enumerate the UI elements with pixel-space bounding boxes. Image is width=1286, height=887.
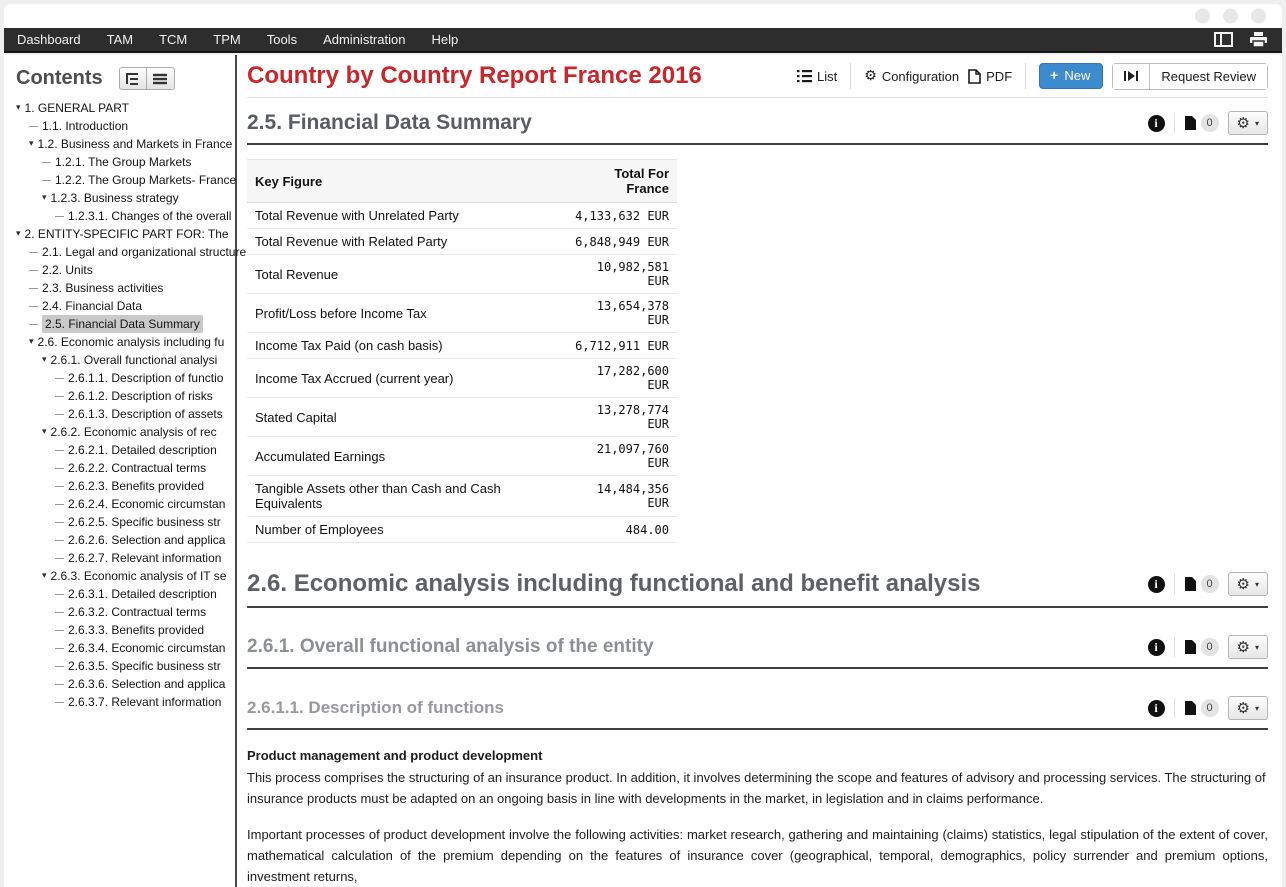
column-header-total-for-france: Total For France — [562, 160, 677, 203]
menu-item-tcm[interactable]: TCM — [159, 32, 188, 47]
table-row — [247, 255, 677, 294]
tree-item-label: 2.6.3.2. Contractual terms — [68, 605, 207, 619]
icon-separator — [1174, 698, 1175, 718]
gear-icon: ⚙ — [1236, 638, 1250, 656]
section-settings-button[interactable] — [1228, 696, 1268, 720]
tree-item-label: 1. GENERAL PART — [24, 101, 130, 115]
tree-item[interactable] — [4, 657, 235, 675]
column-header-key-figure: Key Figure — [247, 160, 562, 203]
tree-item[interactable] — [4, 99, 235, 117]
tree-item-label: 2.6.2. Economic analysis of rec — [50, 425, 217, 439]
plus-icon: + — [1050, 67, 1059, 83]
expand-caret-icon[interactable]: ▾ — [42, 571, 47, 581]
comments-button[interactable] — [1184, 638, 1219, 656]
skip-forward-button[interactable] — [1113, 64, 1149, 89]
tree-item[interactable] — [4, 189, 235, 207]
key-figure-cell: Income Tax Accrued (current year) — [247, 359, 562, 398]
tree-item-label: 2.6.2.4. Economic circumstan — [68, 497, 226, 511]
printer-icon[interactable] — [1249, 32, 1268, 48]
contents-sidebar — [4, 55, 247, 887]
value-cell: 21,097,760 EUR — [562, 437, 677, 476]
toolbar-separator — [850, 63, 851, 89]
tree-item[interactable] — [4, 261, 235, 279]
key-figure-cell: Stated Capital — [247, 398, 562, 437]
window-controls[interactable] — [1195, 9, 1266, 24]
document-icon — [1184, 576, 1197, 592]
tree-item-label: 2.6.2.2. Contractual terms — [68, 461, 207, 475]
chevron-down-icon: ▾ — [1254, 118, 1259, 128]
tree-item-label: 1.2.3.1. Changes of the overall — [68, 209, 232, 223]
tree-item-label: 2.1. Legal and organizational structure — [42, 245, 247, 259]
tree-item[interactable] — [4, 315, 235, 333]
menu-item-tpm[interactable]: TPM — [213, 32, 241, 47]
menubar — [4, 28, 1282, 53]
section-header-2-6-1 — [247, 635, 1268, 669]
tree-item-label: 2.6. Economic analysis including fu — [37, 335, 225, 349]
financial-data-table — [247, 159, 677, 543]
tree-item[interactable] — [4, 603, 235, 621]
section-settings-button[interactable] — [1228, 635, 1268, 659]
gear-icon: ⚙ — [1236, 699, 1250, 717]
value-cell: 6,712,911 EUR — [562, 333, 677, 359]
section-header-2-6-1-1 — [247, 696, 1268, 730]
tree-item[interactable] — [4, 459, 235, 477]
comment-count-badge: 0 — [1201, 638, 1219, 656]
tree-connector — [55, 630, 64, 631]
body-paragraph: Important processes of product development involve the following activities: market research, gathering and maintaining (claims) statistics, legal stipulation of the extent of cover, mathematical calculation of the premium depending on the features of insurance cover (geographical, temporal, demographics, policy surrender and premium options, investment returns, — [247, 827, 1268, 884]
value-cell: 6,848,949 EUR — [562, 229, 677, 255]
contents-tree — [4, 99, 247, 711]
tree-item[interactable] — [4, 369, 235, 387]
tree-item-label: 2.6.1.1. Description of functio — [68, 371, 224, 385]
pdf-button-label: PDF — [986, 68, 1013, 84]
tree-item[interactable] — [4, 567, 235, 585]
tree-item-label: 1.1. Introduction — [42, 119, 129, 133]
comments-button[interactable] — [1184, 575, 1219, 593]
window-titlebar — [4, 4, 1282, 28]
pdf-file-icon — [968, 69, 981, 84]
tree-connector — [55, 648, 64, 649]
tree-connector — [55, 522, 64, 523]
tree-connector — [55, 216, 64, 217]
request-review-button[interactable] — [1149, 64, 1267, 89]
section-header-2-6 — [247, 570, 1268, 608]
table-row — [247, 294, 677, 333]
tree-connector — [55, 378, 64, 379]
tree-item-label: 1.2.2. The Group Markets- France — [55, 173, 237, 187]
tree-item-label: 2.2. Units — [42, 263, 93, 277]
tree-item[interactable] — [4, 513, 235, 531]
menu-item-help[interactable]: Help — [431, 32, 459, 47]
icon-separator — [1174, 113, 1175, 133]
tree-item[interactable] — [4, 441, 235, 459]
key-figure-cell: Income Tax Paid (on cash basis) — [247, 333, 562, 359]
tree-connector — [29, 126, 38, 127]
key-figure-cell: Total Revenue with Related Party — [247, 229, 562, 255]
section-title: 2.6.1.1. Description of functions — [247, 698, 504, 717]
tree-item-label: 2.3. Business activities — [42, 281, 164, 295]
tree-item[interactable] — [4, 207, 235, 225]
value-cell: 10,982,581 EUR — [562, 255, 677, 294]
tree-connector — [55, 594, 64, 595]
document-icon — [1184, 115, 1197, 131]
tree-connector — [29, 252, 38, 253]
table-row — [247, 437, 677, 476]
body-subheading: Product management and product development — [247, 748, 543, 763]
expand-caret-icon[interactable]: ▾ — [42, 355, 47, 365]
tree-item[interactable] — [4, 225, 235, 243]
tree-item-label: 2.6.2.6. Selection and applica — [68, 533, 226, 547]
expand-caret-icon[interactable]: ▾ — [29, 139, 34, 149]
tree-item-label: 2.6.2.3. Benefits provided — [68, 479, 205, 493]
window-control-icon[interactable] — [1251, 9, 1266, 24]
tree-item-label: 2.6.1. Overall functional analysi — [50, 353, 218, 367]
info-icon[interactable]: i — [1148, 639, 1165, 656]
tree-item-label: 1.2.1. The Group Markets — [55, 155, 192, 169]
page-title: Country by Country Report France 2016 — [247, 62, 702, 89]
tree-item[interactable] — [4, 693, 235, 711]
tree-item[interactable] — [4, 477, 235, 495]
table-row — [247, 359, 677, 398]
tree-connector — [42, 180, 51, 181]
tree-item[interactable] — [4, 585, 235, 603]
tree-connector — [55, 450, 64, 451]
tree-connector — [29, 270, 38, 271]
comment-count-badge: 0 — [1201, 114, 1219, 132]
tree-item[interactable] — [4, 117, 235, 135]
value-cell: 17,282,600 EUR — [562, 359, 677, 398]
list-button[interactable] — [797, 69, 837, 84]
key-figure-cell: Total Revenue — [247, 255, 562, 294]
tree-view-icon — [125, 72, 140, 85]
gear-icon: ⚙ — [864, 68, 877, 84]
window-control-icon[interactable] — [1223, 9, 1238, 24]
section-title: 2.5. Financial Data Summary — [247, 111, 532, 134]
chevron-down-icon: ▾ — [1254, 642, 1259, 652]
document-icon — [1184, 639, 1197, 655]
tree-connector — [42, 162, 51, 163]
section-header-2-5 — [247, 111, 1268, 145]
menu-item-tam[interactable]: TAM — [106, 32, 134, 47]
tree-item[interactable] — [4, 549, 235, 567]
section-settings-button[interactable] — [1228, 572, 1268, 596]
section-settings-button[interactable] — [1228, 111, 1268, 135]
expand-caret-icon[interactable]: ▾ — [42, 427, 47, 437]
key-figure-cell: Accumulated Earnings — [247, 437, 562, 476]
tree-item[interactable] — [4, 495, 235, 513]
tree-item-label: 2.6.1.2. Description of risks — [68, 389, 213, 403]
key-figure-cell: Tangible Assets other than Cash and Cash Equivalents — [247, 476, 562, 517]
tree-item[interactable] — [4, 243, 247, 261]
tree-item-label: 2.6.2.5. Specific business str — [68, 515, 221, 529]
menu-item-administration[interactable]: Administration — [323, 32, 406, 47]
expand-caret-icon[interactable]: ▾ — [29, 337, 34, 347]
value-cell: 4,133,632 EUR — [562, 203, 677, 229]
gear-icon: ⚙ — [1236, 575, 1250, 593]
tree-item-label: 1.2.3. Business strategy — [50, 191, 179, 205]
tree-item[interactable] — [4, 297, 235, 315]
section-title: 2.6.1. Overall functional analysis of the entity — [247, 636, 654, 657]
key-figure-cell: Profit/Loss before Income Tax — [247, 294, 562, 333]
toolbar-separator — [1025, 63, 1026, 89]
chevron-down-icon: ▾ — [1254, 579, 1259, 589]
tree-connector — [55, 684, 64, 685]
tree-item-label: 2.6.3.6. Selection and applica — [68, 677, 226, 691]
value-cell: 13,278,774 EUR — [562, 398, 677, 437]
sidebar-title: Contents — [16, 67, 103, 89]
tree-connector — [55, 468, 64, 469]
new-button[interactable] — [1039, 63, 1103, 89]
document-icon — [1184, 700, 1197, 716]
tree-item[interactable] — [4, 351, 235, 369]
tree-item-label: 2.6.3.5. Specific business str — [68, 659, 221, 673]
tree-item-label: 2.6.3.1. Detailed description — [68, 587, 217, 601]
tree-connector — [55, 504, 64, 505]
info-icon[interactable]: i — [1148, 115, 1165, 132]
table-row — [247, 476, 677, 517]
tree-item-label: 2.4. Financial Data — [42, 299, 143, 313]
tree-item[interactable] — [4, 135, 235, 153]
table-row — [247, 203, 677, 229]
section-title: 2.6. Economic analysis including functional and benefit analysis — [247, 570, 981, 597]
skip-forward-icon — [1124, 70, 1138, 82]
document-main — [237, 55, 1282, 887]
comments-button[interactable] — [1184, 114, 1219, 132]
comment-count-badge: 0 — [1201, 575, 1219, 593]
tree-item-label: 2.6.2.7. Relevant information — [68, 551, 222, 565]
tree-item-label: 2.5. Financial Data Summary — [42, 315, 203, 333]
tree-connector — [55, 486, 64, 487]
table-row — [247, 229, 677, 255]
tree-connector — [55, 414, 64, 415]
tree-item[interactable] — [4, 675, 235, 693]
tree-item-label: 1.2. Business and Markets in France — [37, 137, 233, 151]
request-review-label: Request Review — [1161, 68, 1256, 84]
tree-connector — [55, 396, 64, 397]
info-icon[interactable]: i — [1148, 700, 1165, 717]
configuration-button[interactable] — [864, 67, 959, 85]
value-cell: 484.00 — [562, 517, 677, 543]
configuration-button-label: Configuration — [881, 68, 960, 84]
tree-item[interactable] — [4, 279, 235, 297]
icon-separator — [1174, 637, 1175, 657]
flat-list-button[interactable] — [147, 67, 175, 90]
menu-item-dashboard[interactable]: Dashboard — [17, 32, 81, 47]
tree-item[interactable] — [4, 423, 235, 441]
body-paragraph: This process comprises the structuring of an insurance product. In addition, it involves determining the scope and features of advisory and processing services. The structuring of insurance products must be adapted on an ongoing basis in line with developments in the market, in legislation and in claims performance. — [247, 770, 1266, 806]
list-icon — [797, 70, 812, 82]
window-control-icon[interactable] — [1195, 9, 1210, 24]
tree-connector — [55, 540, 64, 541]
tree-connector — [55, 558, 64, 559]
table-row — [247, 517, 677, 543]
tree-connector — [55, 666, 64, 667]
tree-item[interactable] — [4, 387, 235, 405]
comment-count-badge: 0 — [1201, 699, 1219, 717]
comments-button[interactable] — [1184, 699, 1219, 717]
tree-item[interactable] — [4, 621, 235, 639]
tree-item-label: 2.6.3.3. Benefits provided — [68, 623, 205, 637]
pdf-button[interactable] — [968, 69, 1012, 84]
tree-item[interactable] — [4, 171, 235, 189]
columns-icon[interactable] — [1214, 32, 1233, 47]
key-figure-cell: Number of Employees — [247, 517, 562, 543]
flat-list-icon — [153, 73, 167, 85]
gear-icon: ⚙ — [1236, 114, 1250, 132]
tree-connector — [55, 702, 64, 703]
table-row — [247, 398, 677, 437]
expand-caret-icon[interactable]: ▾ — [16, 103, 21, 113]
tree-item[interactable] — [4, 333, 235, 351]
value-cell: 14,484,356 EUR — [562, 476, 677, 517]
tree-item-label: 2. ENTITY-SPECIFIC PART FOR: The — [24, 227, 229, 241]
tree-connector — [55, 612, 64, 613]
tree-item[interactable] — [4, 531, 235, 549]
tree-view-button[interactable] — [119, 67, 147, 90]
tree-connector — [29, 288, 38, 289]
tree-item-label: 2.6.3. Economic analysis of IT se — [50, 569, 227, 583]
tree-item-label: 2.6.2.1. Detailed description — [68, 443, 217, 457]
key-figure-cell: Total Revenue with Unrelated Party — [247, 203, 562, 229]
table-row — [247, 333, 677, 359]
tree-item-label: 2.6.3.4. Economic circumstan — [68, 641, 226, 655]
value-cell: 13,654,378 EUR — [562, 294, 677, 333]
icon-separator — [1174, 574, 1175, 594]
section-body-text — [247, 745, 1268, 887]
chevron-down-icon: ▾ — [1254, 703, 1259, 713]
tree-connector — [29, 324, 38, 325]
expand-caret-icon[interactable]: ▾ — [42, 193, 47, 203]
document-toolbar — [247, 55, 1268, 98]
tree-item[interactable] — [4, 639, 235, 657]
tree-item[interactable] — [4, 405, 235, 423]
tree-item-label: 2.6.3.7. Relevant information — [68, 695, 222, 709]
tree-item-label: 2.6.1.3. Description of assets — [68, 407, 223, 421]
new-button-label: New — [1064, 68, 1091, 83]
info-icon[interactable]: i — [1148, 576, 1165, 593]
tree-connector — [29, 306, 38, 307]
menu-item-tools[interactable]: Tools — [266, 32, 298, 47]
tree-item[interactable] — [4, 153, 235, 171]
expand-caret-icon[interactable]: ▾ — [16, 229, 21, 239]
list-button-label: List — [817, 68, 838, 84]
